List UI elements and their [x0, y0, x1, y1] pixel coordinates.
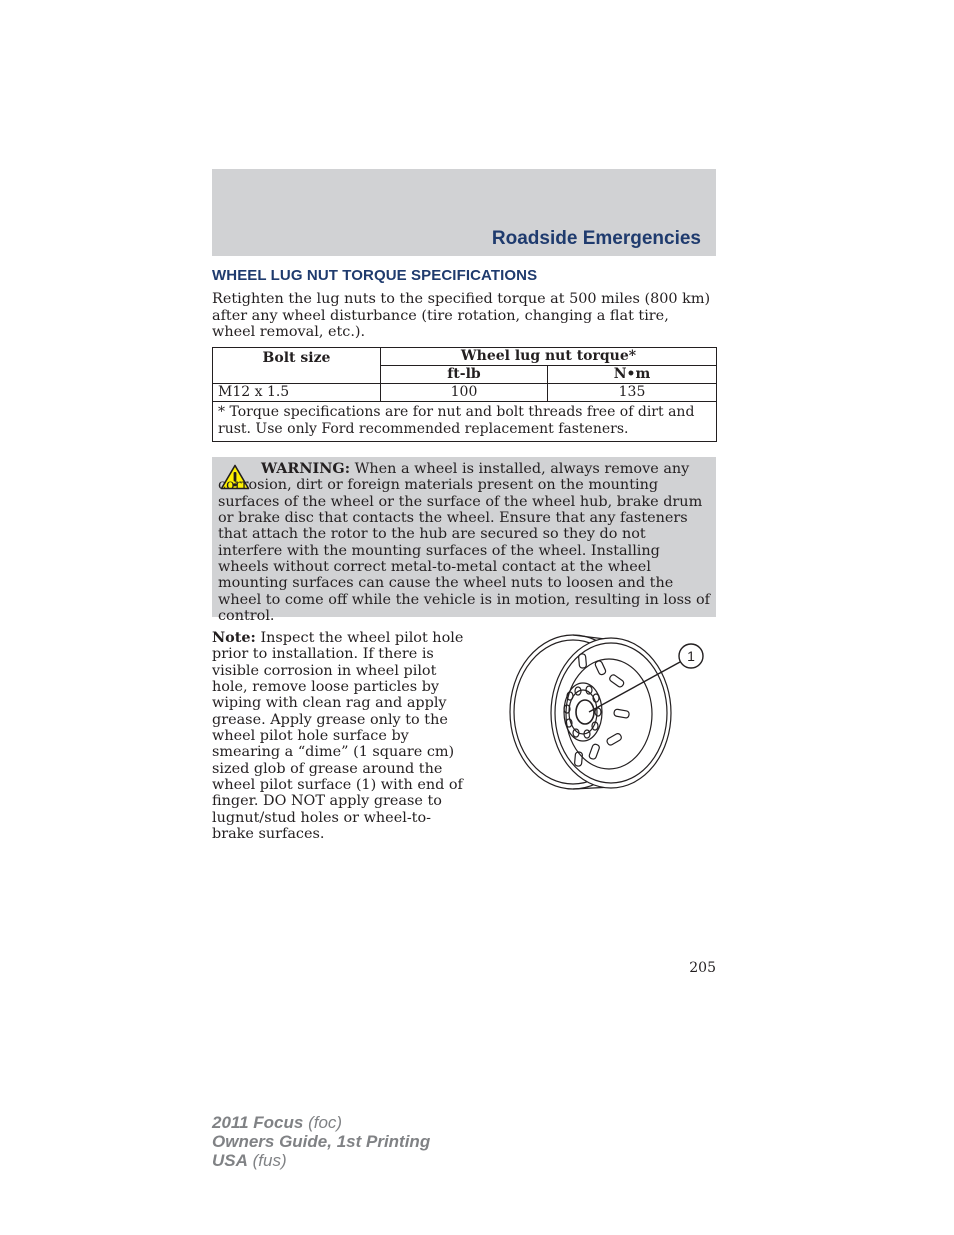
footer-model: 2011 Focus	[212, 1113, 304, 1132]
header-band	[212, 169, 716, 256]
intro-paragraph: Retighten the lug nuts to the specified torque at 500 miles (800 km) after any wheel disturbance (tire rotation, changing a flat tire, wheel removal, etc.).	[212, 291, 711, 340]
note-body: Inspect the wheel pilot hole prior to installation. If there is visible corrosion in wheel pilot hole, remove loose particles by wiping with clean rag and apply grease. Apply grease only to the wheel pilot hole surface by smearing a “dime” (1 square cm) sized glob of grease around the wheel pilot surface (1) with end of finger. DO NOT apply grease to lugnut/stud holes or wheel-to-brake surfaces.	[212, 630, 464, 843]
torque-spec-table	[212, 347, 717, 442]
wheel-illustration	[505, 630, 715, 795]
subheader-nm: N•m	[548, 366, 717, 384]
cell-bolt-size: M12 x 1.5	[213, 384, 381, 402]
page-section-title: Roadside Emergencies	[491, 228, 701, 249]
table-footnote: * Torque specifications are for nut and bolt threads free of dirt and rust. Use only Ford recommended replacement fasteners.	[213, 402, 717, 442]
note-label: Note:	[212, 629, 256, 646]
page-number: 205	[689, 960, 716, 976]
table-row	[213, 384, 717, 402]
warning-body: When a wheel is installed, always remove any corrosion, dirt or foreign materials present on the mounting surfaces of the wheel or the surface of the wheel hub, brake drum or brake disc that contacts the wheel. Ensure that any fasteners that attach the rotor to the hub are secured so they do not interfere with the mounting surfaces of the wheel. Installing wheels without correct metal-to-metal contact at the wheel mounting surfaces can cause the wheel nuts to loosen and the wheel to come off while the vehicle is in motion, resulting in loss of control.	[218, 461, 710, 625]
col-header-torque: Wheel lug nut torque*	[381, 348, 717, 366]
subheader-ftlb: ft-lb	[381, 366, 548, 384]
warning-box	[212, 457, 716, 625]
note-paragraph	[212, 630, 468, 842]
cell-ftlb: 100	[381, 384, 548, 402]
document-footer	[212, 1113, 430, 1170]
footer-model-code: (foc)	[303, 1113, 343, 1132]
callout-label: 1	[687, 648, 695, 664]
col-header-bolt-size: Bolt size	[213, 348, 381, 384]
footer-market: USA	[212, 1151, 248, 1170]
warning-text	[218, 461, 710, 624]
footer-market-code: (fus)	[247, 1151, 287, 1170]
cell-nm: 135	[548, 384, 717, 402]
warning-label: WARNING:	[261, 460, 351, 477]
footer-guide: Owners Guide, 1st Printing	[212, 1132, 431, 1151]
section-heading: WHEEL LUG NUT TORQUE SPECIFICATIONS	[212, 267, 538, 284]
